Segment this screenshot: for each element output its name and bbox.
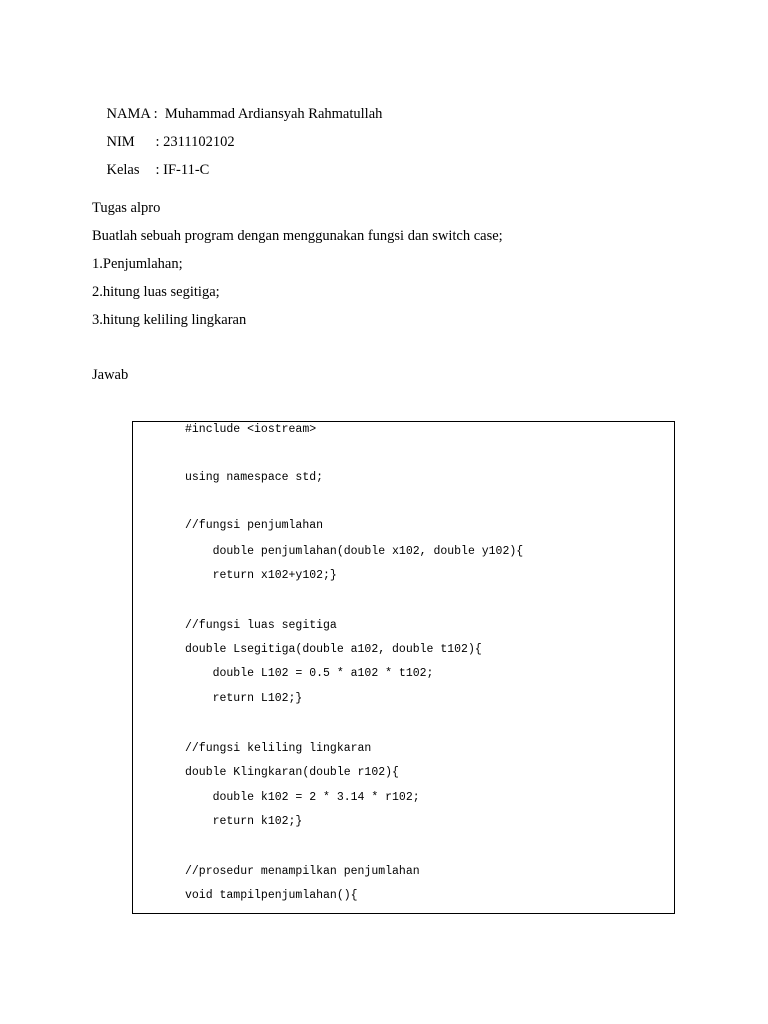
task-item-2: 2.hitung luas segitiga; [92,284,220,300]
code-block [132,421,675,914]
class-value: : IF-11-C [155,162,210,178]
code-line-1: #include <iostream> [185,423,317,436]
nim-label: NIM [106,134,135,150]
code-line-7: double Lsegitiga(double a102, double t102){ [185,643,482,656]
code-line-13: return k102;} [185,815,303,828]
answer-label: Jawab [92,367,129,383]
task-item-3: 3.hitung keliling lingkaran [92,312,247,328]
code-line-15: void tampilpenjumlahan(){ [185,889,358,902]
name-label: NAMA : [106,106,158,122]
code-line-9: return L102;} [185,692,303,705]
code-line-2: using namespace std; [185,471,324,484]
task-title: Tugas alpro [92,200,161,216]
code-line-3: //fungsi penjumlahan [185,519,324,532]
code-line-11: double Klingkaran(double r102){ [185,766,399,779]
code-line-5: return x102+y102;} [185,569,337,582]
code-line-8: double L102 = 0.5 * a102 * t102; [185,667,434,680]
code-line-4: double penjumlahan(double x102, double y102){ [185,545,524,558]
name-value: Muhammad Ardiansyah Rahmatullah [164,106,383,122]
task-item-1: 1.Penjumlahan; [92,256,183,272]
class-label: Kelas [106,162,140,178]
nim-value: : 2311102102 [155,134,235,150]
class-row [92,143,209,197]
code-line-6: //fungsi luas segitiga [185,619,337,632]
task-instruction: Buatlah sebuah program dengan menggunakan fungsi dan switch case; [92,228,503,244]
code-line-10: //fungsi keliling lingkaran [185,742,372,755]
code-line-14: //prosedur menampilkan penjumlahan [185,865,420,878]
code-line-12: double k102 = 2 * 3.14 * r102; [185,791,420,804]
